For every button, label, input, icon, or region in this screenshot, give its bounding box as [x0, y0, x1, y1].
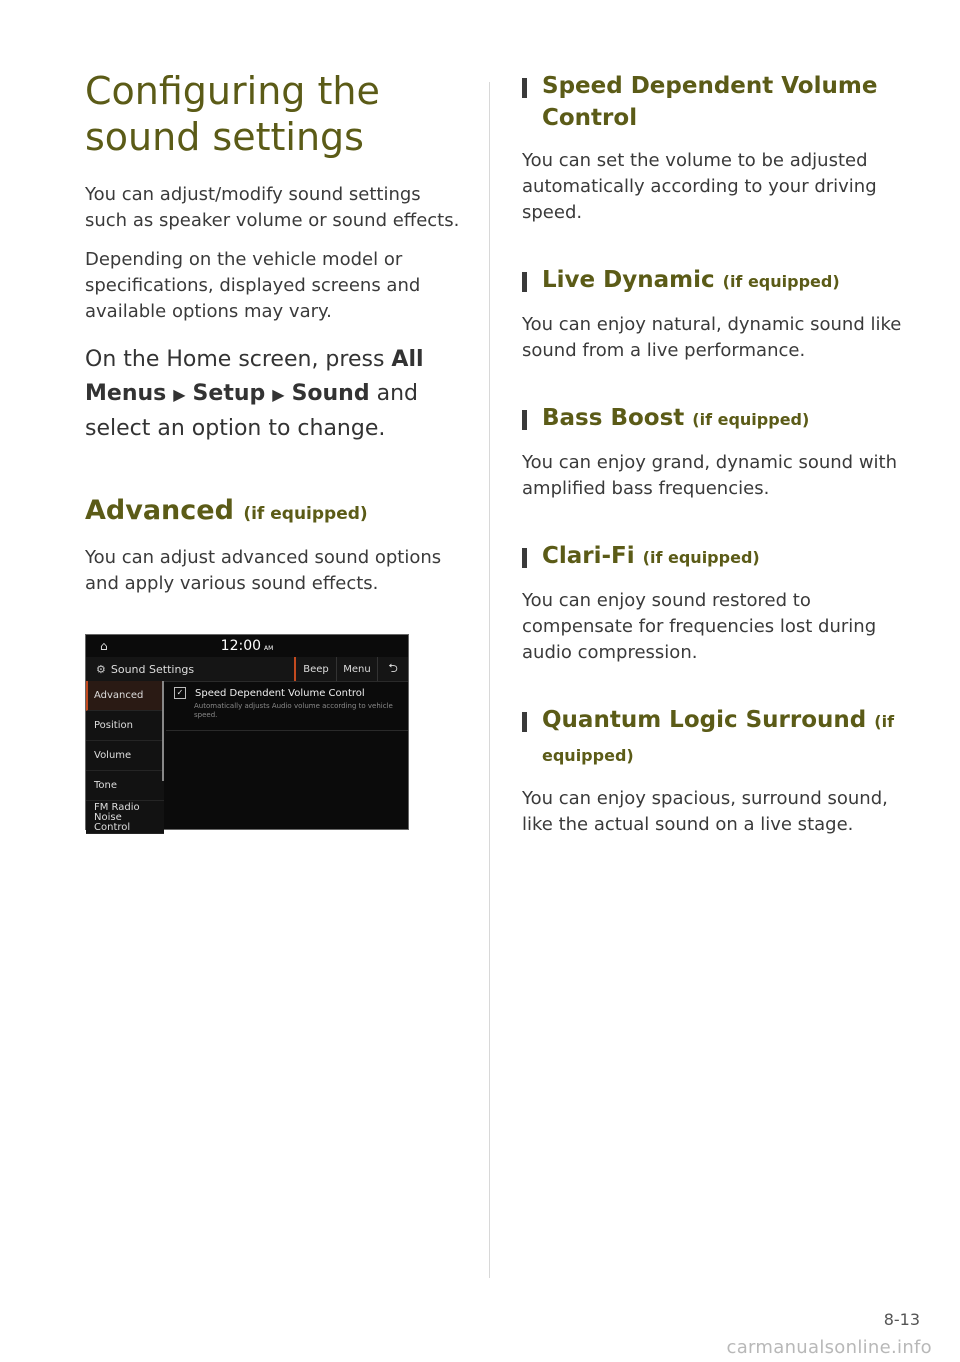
section-marker: [522, 712, 527, 732]
column-divider: [489, 82, 490, 1278]
menu-path-all-menus: All Menus: [85, 347, 424, 406]
equipped-note: (if equipped): [722, 272, 840, 291]
section-title-text: Live Dynamic: [542, 267, 715, 293]
intro-paragraph: You can adjust/modify sound settings such as speaker volume or sound effects.: [85, 184, 460, 231]
section-title-text: Clari-Fi: [542, 543, 635, 569]
watermark: carmanualsonline.info: [726, 1337, 932, 1358]
equipped-note: (if equipped): [692, 410, 810, 429]
speed-dependent-volume-option[interactable]: [166, 681, 408, 731]
menu-button[interactable]: Menu: [336, 657, 377, 681]
screen-title: Sound Settings: [110, 662, 195, 676]
equipped-note: (if equipped): [642, 548, 760, 567]
right-column: [522, 70, 902, 876]
settings-content: [166, 681, 408, 829]
beep-button[interactable]: Beep: [294, 657, 336, 681]
section-body: You can enjoy natural, dynamic sound like sound from a live performance.: [522, 314, 902, 361]
back-icon[interactable]: ⮌: [377, 657, 408, 681]
instruction-prefix: On the Home screen, press: [85, 347, 392, 372]
advanced-heading: [85, 494, 465, 531]
section-speed-dependent: [522, 70, 902, 226]
option-title: Speed Dependent Volume Control: [195, 687, 365, 699]
menu-path-setup: Setup: [192, 381, 266, 406]
section-marker: [522, 272, 527, 292]
section-title-text: Bass Boost: [542, 405, 685, 431]
settings-sidebar: [86, 681, 164, 833]
section-body: You can enjoy sound restored to compensate for frequencies lost during audio compression.: [522, 590, 877, 663]
menu-path-sound: Sound: [291, 381, 370, 406]
section-marker: [522, 78, 527, 98]
instruction-suffix: and select an option to change.: [85, 381, 418, 441]
fm-label-line2: Noise: [94, 812, 122, 823]
tab-fm-radio-noise-control[interactable]: [86, 801, 164, 834]
tab-volume[interactable]: Volume: [86, 741, 164, 771]
section-live-dynamic: [522, 264, 902, 364]
section-bass-boost: [522, 402, 902, 502]
arrow-right-icon: ▶: [272, 385, 285, 404]
advanced-equipped-note: (if equipped): [243, 504, 368, 524]
section-title: [542, 540, 902, 574]
section-marker: [522, 548, 527, 568]
fm-label-line1: FM Radio: [94, 802, 140, 813]
section-title: [542, 402, 902, 436]
section-body: You can enjoy grand, dynamic sound with amplified bass frequencies.: [522, 452, 898, 499]
title-buttons: [294, 657, 408, 681]
section-title: Speed Dependent Volume Control: [542, 73, 878, 131]
navigation-instruction: [85, 343, 465, 446]
equipped-note: (if equipped): [542, 712, 895, 765]
advanced-body: You can adjust advanced sound options and apply various sound effects.: [85, 547, 442, 594]
left-column: [85, 68, 465, 610]
home-icon[interactable]: ⌂: [100, 639, 108, 653]
clock-ampm: AM: [264, 645, 274, 652]
tab-advanced[interactable]: Advanced: [86, 681, 164, 711]
status-bar: [86, 635, 408, 657]
clock-time: 12:00: [220, 638, 262, 654]
section-clari-fi: [522, 540, 902, 666]
section-quantum-logic: [522, 704, 902, 838]
section-title: [542, 704, 902, 772]
section-marker: [522, 410, 527, 430]
title-bar: [86, 657, 408, 682]
section-title: [542, 264, 902, 298]
tab-tone[interactable]: Tone: [86, 771, 164, 801]
page-title: Configuring the sound settings: [85, 69, 380, 159]
section-body: You can set the volume to be adjusted automatically according to your driving speed.: [522, 150, 877, 223]
gear-icon: ⚙: [96, 662, 106, 676]
tab-position[interactable]: Position: [86, 711, 164, 741]
advanced-title: Advanced: [85, 495, 234, 526]
sidebar-scrollbar[interactable]: [162, 681, 164, 781]
option-description: Automatically adjusts Audio volume according to vehicle speed.: [194, 702, 393, 719]
option-row-title: [174, 687, 400, 699]
arrow-right-icon: ▶: [173, 385, 186, 404]
page-number: 8-13: [883, 1310, 920, 1329]
checkbox[interactable]: ✓: [174, 687, 186, 699]
note-paragraph: Depending on the vehicle model or specifications, displayed screens and available options may vary.: [85, 249, 421, 322]
fm-label-line3: Control: [94, 822, 131, 833]
section-body: You can enjoy spacious, surround sound, like the actual sound on a live stage.: [522, 788, 888, 835]
sound-settings-screenshot: [85, 634, 409, 833]
section-title-text: Quantum Logic Surround: [542, 707, 867, 733]
clock: [221, 638, 274, 654]
